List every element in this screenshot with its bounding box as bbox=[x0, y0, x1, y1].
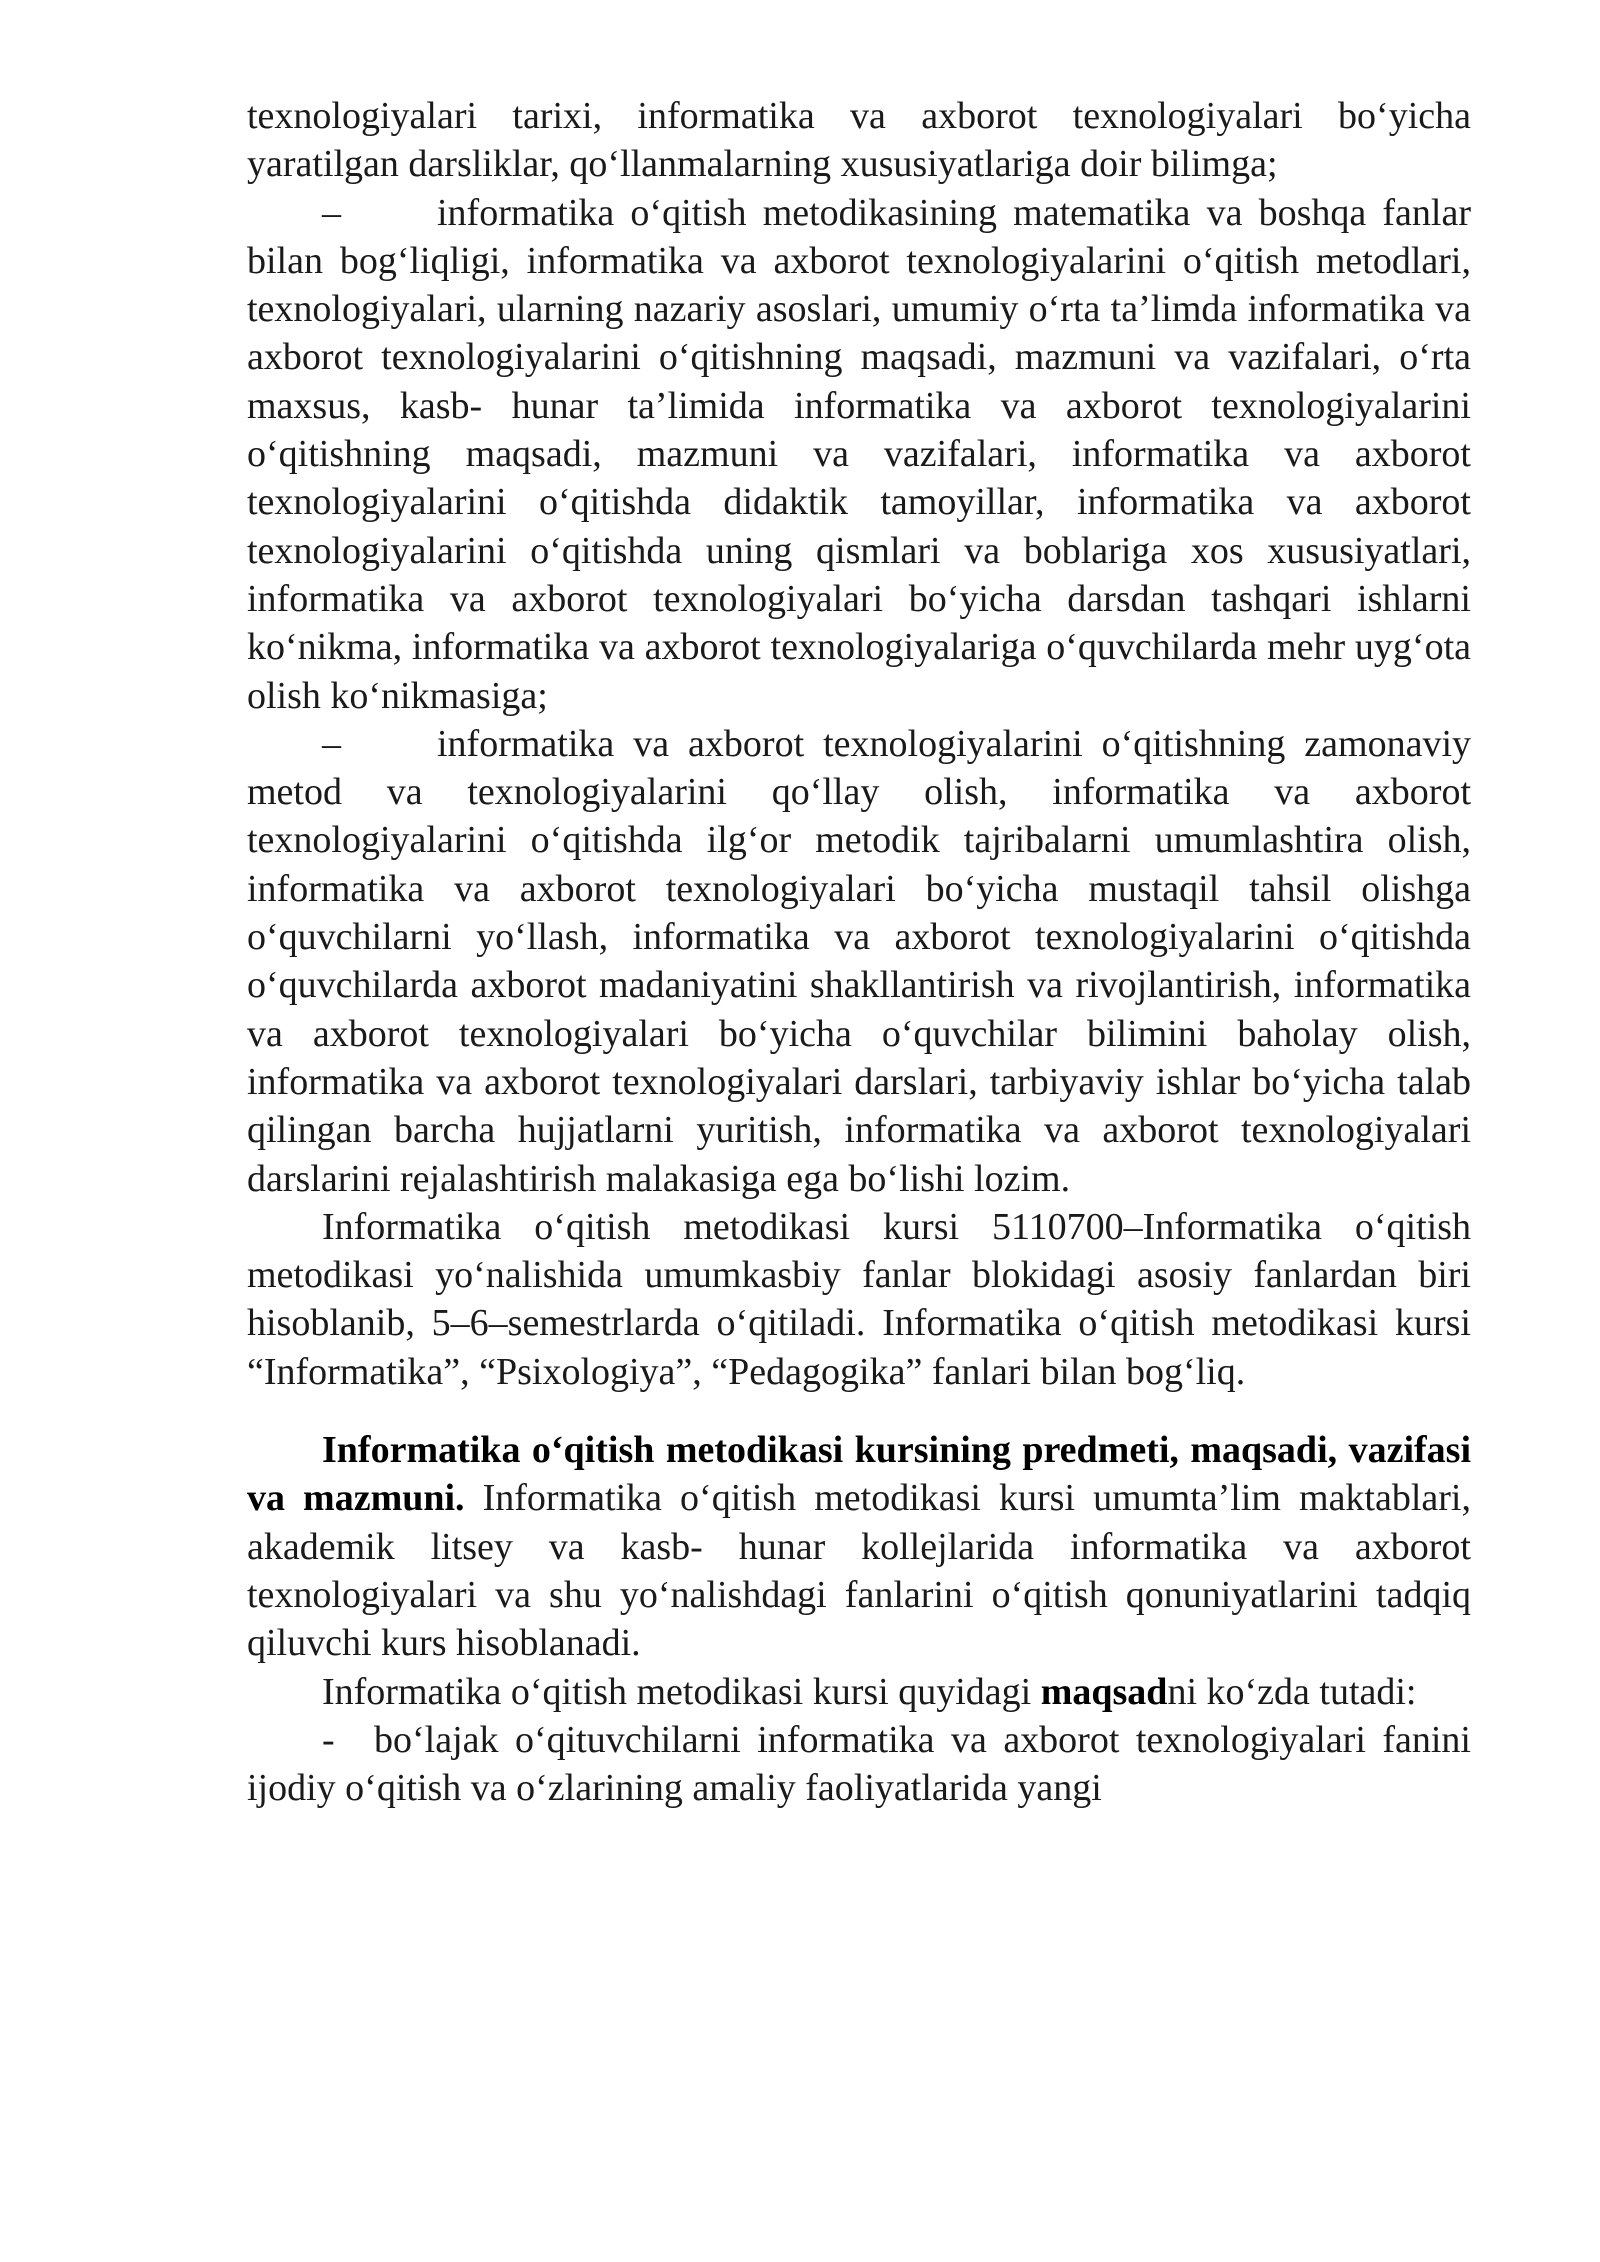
document-body bbox=[247, 92, 1471, 1812]
paragraph-text-after: ni ko‘zda tutadi: bbox=[1167, 1670, 1417, 1713]
list-item-text: bo‘lajak o‘qituvchilarni informatika va axborot texnologiyalari fanini ijodiy o‘qitish va o‘zlarining amaliy faoliyatlarida yangi bbox=[247, 1718, 1471, 1810]
dash-marker: – bbox=[322, 191, 341, 234]
dash-marker: - bbox=[322, 1718, 335, 1761]
section-heading: Informatika o‘qitish metodikasi kursining predmeti, maqsadi, vazifasi va mazmuni. bbox=[247, 1429, 1471, 1520]
list-item-text: informatika va axborot texnologiyalarini o‘qitishning zamonaviy metod va texnologiyalarini qo‘llay olish, informatika va axborot texnologiyalarini o‘qitishda ilg‘or metodik tajribalarni umumlashtira olish, informatika va axborot texnologiyalari bo‘yicha mustaqil tahsil olishga o‘quvchilarni yo‘llash, informatika va axborot texnologiyalarini o‘qitishda o‘quvchilarda axborot madaniyatini shakllantirish va rivojlantirish, informatika va axborot texnologiyalari bo‘yicha o‘quvchilar bilimini baholay olish, informatika va axborot texnologiyalari darslari, tarbiyaviy ishlar bo‘yicha talab qilingan barcha hujjatlarni yuritish, informatika va axborot texnologiyalari darslarini rejalashtirish malakasiga ega bo‘lishi lozim. bbox=[247, 722, 1471, 1200]
emphasis-maqsad: maqsad bbox=[1040, 1670, 1168, 1713]
list-item-goal bbox=[247, 1716, 1471, 1813]
paragraph-subject bbox=[247, 1426, 1471, 1667]
paragraph-text: Informatika o‘qitish metodikasi kursi umumta’lim maktablari, akademik litsey va kasb- hunar kollejlarida informatika va axborot texnologiyalari va shu yo‘nalishdagi fanlarini o‘qitish qonuniyatlarini tadqiq qiluvchi kurs hisoblanadi. bbox=[247, 1477, 1471, 1665]
dash-marker: – bbox=[322, 722, 341, 765]
list-item-knowledge bbox=[247, 189, 1471, 720]
list-item-text: informatika o‘qitish metodikasining matematika va boshqa fanlar bilan bog‘liqligi, informatika va axborot texnologiyalarini o‘qitish metodlari, texnologiyalari, ularning nazariy asoslari, umumiy o‘rta ta’limda informatika va axborot texnologiyalarini o‘qitishning maqsadi, mazmuni va vazifalari, o‘rta maxsus, kasb- hunar ta’limida informatika va axborot texnologiyalarini o‘qitishning maqsadi, mazmuni va vazifalari, informatika va axborot texnologiyalarini o‘qitishda didaktik tamoyillar, informatika va axborot texnologiyalarini o‘qitishda uning qismlari va boblariga xos xususiyatlari, informatika va axborot texnologiyalari bo‘yicha darsdan tashqari ishlarni ko‘nikma, informatika va axborot texnologiyalariga o‘quvchilarda mehr uyg‘ota olish ko‘nikmasiga; bbox=[247, 191, 1471, 717]
paragraph-continuation: texnologiyalari tarixi, informatika va axborot texnologiyalari bo‘yicha yaratilgan darsliklar, qo‘llanmalarning xususiyatlariga doir bilimga; bbox=[247, 95, 1471, 186]
paragraph-course-info: Informatika o‘qitish metodikasi kursi 5110700–Informatika o‘qitish metodikasi yo‘nalishida umumkasbiy fanlar blokidagi asosiy fanlardan biri hisoblanib, 5–6–semestrlarda o‘qitiladi. Informatika o‘qitish metodikasi kursi “Informatika”, “Psixologiya”, “Pedagogika” fanlari bilan bog‘liq. bbox=[247, 1205, 1471, 1393]
paragraph-goal bbox=[247, 1668, 1471, 1716]
list-item-skills bbox=[247, 720, 1471, 1203]
paragraph-text-before: Informatika o‘qitish metodikasi kursi quyidagi bbox=[322, 1670, 1041, 1713]
